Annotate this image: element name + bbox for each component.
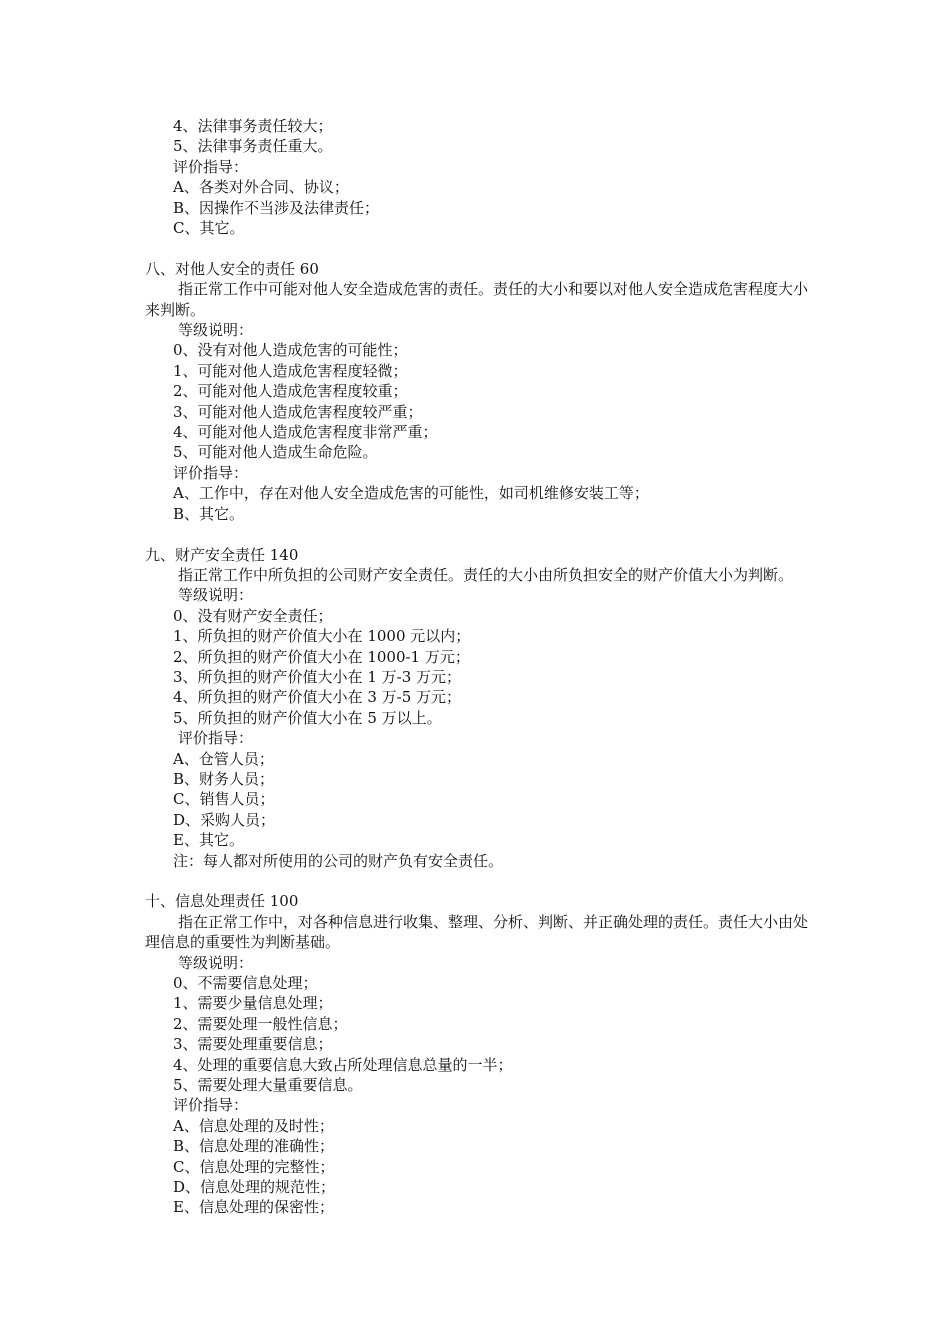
level-item: 2、需要处理一般性信息；: [173, 1014, 348, 1033]
level-item: 1、需要少量信息处理；: [173, 994, 333, 1013]
section-title: 九、财产安全责任 140: [145, 545, 299, 564]
guide-item: C、其它。: [173, 219, 245, 238]
guide-label: 评价指导：: [173, 463, 249, 482]
section-description: 指正常工作中可能对他人安全造成危害的责任。责任的大小和要以对他人安全造成危害程度大小来判断。: [145, 280, 809, 319]
level-item: 3、需要处理重要信息；: [173, 1035, 333, 1054]
guide-item: B、信息处理的准确性；: [173, 1137, 335, 1156]
level-item: 5、法律事务责任重大。: [173, 137, 333, 156]
level-item: 4、处理的重要信息大致占所处理信息总量的一半；: [173, 1055, 513, 1074]
guide-item: A、信息处理的及时性；: [173, 1116, 334, 1135]
level-item: 3、可能对他人造成危害程度较严重；: [173, 402, 423, 421]
level-item: 0、没有对他人造成危害的可能性；: [173, 341, 408, 360]
level-item: 5、所负担的财产价值大小在 5 万以上。: [173, 708, 442, 727]
section-gap: [145, 871, 810, 891]
note: 注：每人都对所使用的公司的财产负有安全责任。: [173, 851, 504, 870]
section-7-tail: [145, 116, 810, 238]
level-item: 1、所负担的财产价值大小在 1000 元以内；: [173, 627, 471, 646]
guide-item: D、信息处理的规范性；: [173, 1178, 336, 1197]
level-item: 2、可能对他人造成危害程度较重；: [173, 382, 408, 401]
section-title: 十、信息处理责任 100: [145, 892, 299, 911]
guide-item: B、因操作不当涉及法律责任；: [173, 198, 380, 217]
level-item: 5、可能对他人造成生命危险。: [173, 443, 378, 462]
level-item: 4、所负担的财产价值大小在 3 万-5 万元；: [173, 688, 462, 707]
guide-item: D、采购人员；: [173, 810, 276, 829]
level-item: 5、需要处理大量重要信息。: [173, 1076, 363, 1095]
guide-item: C、信息处理的完整性；: [173, 1157, 335, 1176]
level-item: 4、可能对他人造成危害程度非常严重；: [173, 423, 438, 442]
section-8: [145, 259, 810, 524]
section-description: 指在正常工作中，对各种信息进行收集、整理、分析、判断、并正确处理的责任。责任大小由处理信息的重要性为判断基础。: [145, 912, 809, 952]
guide-item: E、其它。: [173, 831, 244, 850]
level-item: 1、可能对他人造成危害程度轻微；: [173, 361, 408, 380]
guide-label: 评价指导：: [178, 729, 254, 748]
levels-label: 等级说明：: [178, 953, 254, 972]
section-gap: [145, 524, 810, 544]
guide-label: 评价指导：: [173, 157, 249, 176]
guide-item: A、各类对外合同、协议；: [173, 178, 349, 197]
document-body: [145, 116, 810, 1218]
guide-item: B、财务人员；: [173, 769, 275, 788]
guide-label: 评价指导：: [173, 1096, 249, 1115]
guide-item: B、其它。: [173, 504, 245, 523]
section-10: [145, 891, 810, 1218]
section-9: [145, 545, 810, 872]
level-item: 2、所负担的财产价值大小在 1000-1 万元；: [173, 647, 470, 666]
level-item: 4、法律事务责任较大；: [173, 117, 333, 135]
levels-label: 等级说明：: [178, 586, 254, 605]
section-description: 指正常工作中所负担的公司财产安全责任。责任的大小由所负担安全的财产价值大小为判断。: [178, 565, 794, 584]
guide-item: E、信息处理的保密性；: [173, 1198, 334, 1217]
level-item: 3、所负担的财产价值大小在 1 万-3 万元；: [173, 667, 462, 686]
section-title: 八、对他人安全的责任 60: [145, 259, 319, 278]
guide-item: A、工作中，存在对他人安全造成危害的可能性，如司机维修安装工等；: [173, 484, 649, 503]
guide-item: A、仓管人员；: [173, 749, 274, 768]
levels-label: 等级说明：: [178, 321, 254, 340]
level-item: 0、没有财产安全责任；: [173, 606, 333, 625]
section-gap: [145, 238, 810, 258]
level-item: 0、不需要信息处理；: [173, 974, 318, 993]
guide-item: C、销售人员；: [173, 790, 275, 809]
